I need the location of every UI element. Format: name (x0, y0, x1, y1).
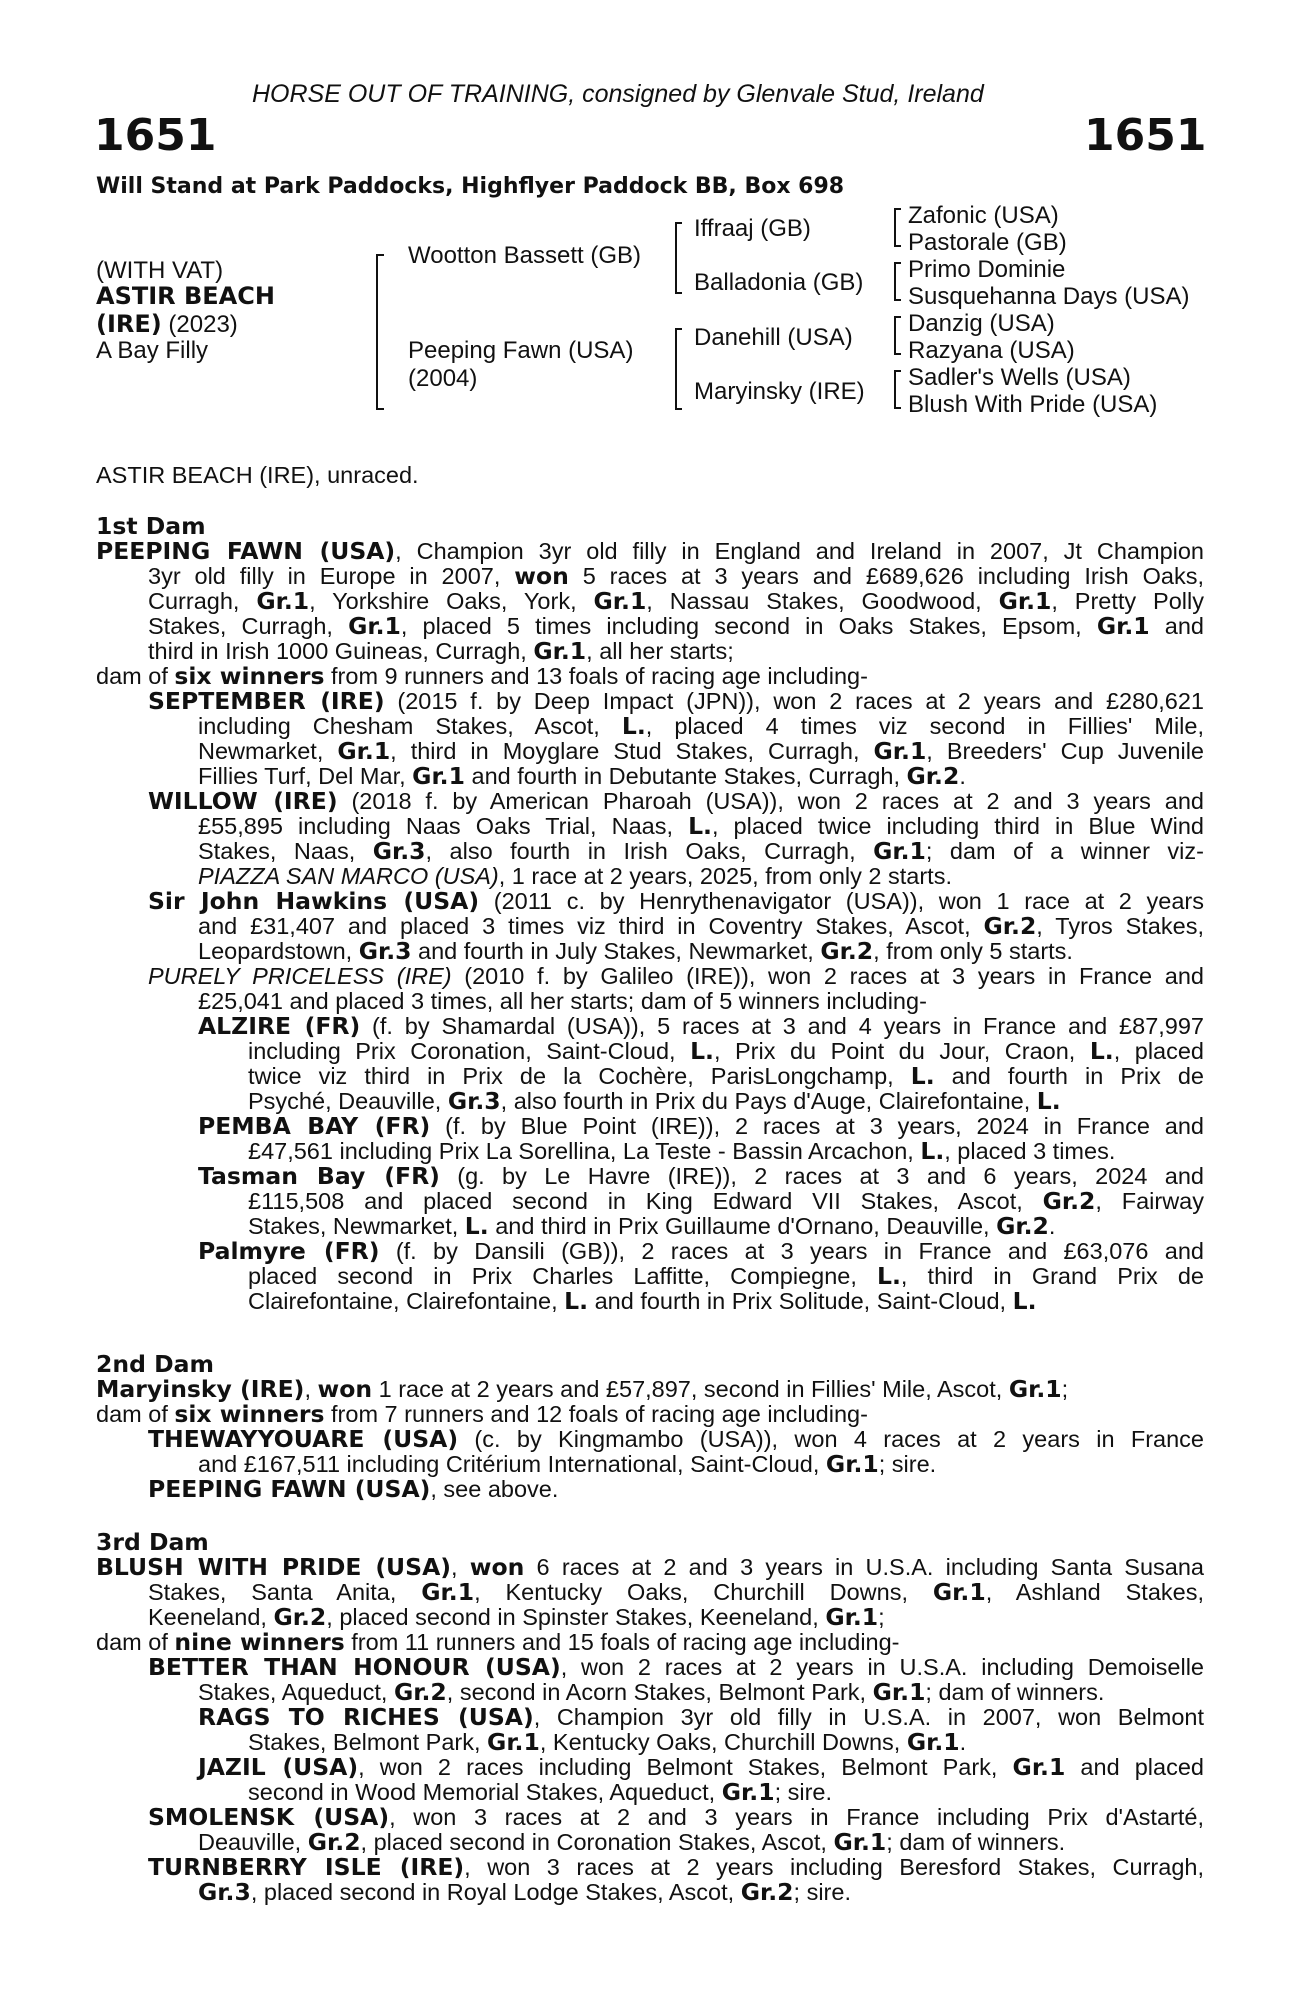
t: twice viz third in Prix de la Cochère, ParisLongchamp, (248, 1063, 911, 1089)
alzire-line3 (248, 1064, 1204, 1090)
vat-note: (WITH VAT) (96, 257, 224, 284)
t: , (451, 1554, 470, 1580)
t: and fourth in Prix de (934, 1063, 1204, 1089)
pemba-line2 (248, 1139, 1315, 1165)
pedigree-g1: Zafonic (USA) (908, 202, 1059, 229)
t: Gr.3 (198, 1878, 251, 1906)
lot-number-right: 1651 (1084, 110, 1207, 161)
dam3-heading: 3rd Dam (96, 1528, 209, 1556)
t: Gr.2 (906, 762, 960, 790)
t: L. (910, 1062, 935, 1090)
pedigree-sire-sire: Iffraaj (GB) (694, 215, 811, 242)
t: (g. by Le Havre (IRE)), 2 races at 3 and 6 years, 2024 and (439, 1163, 1204, 1189)
palmyre-line2 (248, 1264, 1204, 1290)
t: ; sire. (793, 1879, 851, 1905)
t: Gr.1 (533, 637, 587, 665)
t: L. (690, 1037, 714, 1065)
t: Gr.2 (820, 937, 874, 965)
t: Gr.1 (721, 1778, 775, 1806)
willow-line2 (198, 814, 1204, 840)
t: ; (1061, 1376, 1069, 1402)
lot-number-left: 1651 (94, 110, 217, 161)
t: Gr.2 (307, 1828, 361, 1856)
bth-line1 (148, 1655, 1204, 1681)
pedigree-brace-g1 (894, 208, 901, 247)
t: Gr.1 (872, 1678, 926, 1706)
t: £115,508 and placed second in King Edward VII Stakes, Ascot, (248, 1188, 1043, 1214)
t: , Prix du Point du Jour, Craon, (713, 1038, 1090, 1064)
thewayyouare-line2 (198, 1452, 1306, 1478)
t: Sir John Hawkins (USA) (148, 887, 480, 915)
t: L. (1012, 1287, 1037, 1315)
t: Gr.1 (337, 737, 391, 765)
t: , also fourth in Prix du Pays d'Auge, Clairefontaine, (500, 1088, 1037, 1114)
t: , Champion 3yr old filly in England and Ireland in 2007, Jt Champion (395, 538, 1204, 564)
dam1-heading: 1st Dam (96, 512, 206, 540)
t: won (317, 1375, 373, 1403)
t: (2011 c. by Henrythenavigator (USA)), won 1 race at 2 years (479, 888, 1204, 914)
t: Gr.1 (873, 837, 926, 865)
t: six winners (174, 662, 325, 690)
horse-name: ASTIR BEACH (96, 282, 275, 310)
t: , Champion 3yr old filly in U.S.A. in 2007, won Belmont (533, 1704, 1204, 1730)
t: Stakes, Curragh, (148, 613, 349, 639)
dam3-line1 (96, 1555, 1204, 1581)
t: (c. by Kingmambo (USA)), won 4 races at 2 years in France (458, 1426, 1205, 1452)
t: Gr.1 (487, 1728, 540, 1756)
t: Gr.3 (358, 937, 412, 965)
jazil-line2 (248, 1780, 1315, 1806)
t: 5 races at 3 years and £689,626 including Irish Oaks, (568, 563, 1204, 589)
sjh-line3 (198, 939, 1306, 965)
horse-country: (IRE) (96, 310, 162, 338)
t: , won 2 races including Belmont Stakes, Belmont Park, (358, 1754, 1013, 1780)
t: . (959, 763, 966, 789)
t: WILLOW (IRE) (148, 787, 338, 815)
t: , Yorkshire Oaks, York, (309, 588, 594, 614)
pedigree-dam: Peeping Fawn (USA) (408, 337, 634, 364)
palmyre-line1 (198, 1239, 1204, 1265)
t: BETTER THAN HONOUR (USA) (148, 1653, 561, 1681)
t: PIAZZA SAN MARCO (USA) (198, 863, 499, 889)
t: L. (564, 1287, 589, 1315)
rtr-line2 (248, 1730, 1315, 1756)
t: L. (877, 1262, 901, 1290)
t: , third in Grand Prix de (900, 1263, 1204, 1289)
dam1-line4 (148, 614, 1204, 640)
t: PURELY PRICELESS (IRE) (148, 963, 452, 989)
sjh-line2 (198, 914, 1204, 940)
t: BLUSH WITH PRIDE (USA) (96, 1553, 451, 1581)
t: L. (621, 712, 646, 740)
t: . (959, 1729, 967, 1755)
turnberry-line2 (198, 1880, 1306, 1906)
dam2-heading: 2nd Dam (96, 1350, 214, 1378)
t: THEWAYYOUARE (USA) (148, 1425, 459, 1453)
t: Gr.2 (393, 1678, 447, 1706)
pp-line1 (148, 964, 1204, 990)
t: (2015 f. by Deep Impact (JPN)), won 2 races at 2 years and £280,621 (384, 688, 1204, 714)
pedigree-sire: Wootton Bassett (GB) (408, 242, 641, 269)
alzire-line1 (198, 1014, 1204, 1040)
t: Stakes, Belmont Park, (248, 1729, 488, 1755)
pedigree-g5: Danzig (USA) (908, 310, 1055, 337)
smolensk-line1 (148, 1805, 1204, 1831)
t: Leopardstown, (198, 938, 359, 964)
t: placed second in Prix Charles Laffitte, Compiegne, (248, 1263, 877, 1289)
t: Deauville, (198, 1829, 308, 1855)
t: , see above. (430, 1476, 559, 1502)
t: and £167,511 including Critérium International, Saint-Cloud, (198, 1451, 826, 1477)
t: , placed twice including third in Blue Wind (711, 813, 1205, 839)
t: ; dam of winners. (925, 1679, 1105, 1705)
pedigree-brace-dam (675, 328, 682, 410)
t: , Kentucky Oaks, Churchill Downs, (474, 1579, 933, 1605)
t: L. (464, 1212, 489, 1240)
pedigree-brace-g4 (894, 370, 901, 409)
t: Gr.1 (833, 1828, 887, 1856)
t: , third in Moyglare Stud Stakes, Curragh, (390, 738, 874, 764)
dam1-name: PEEPING FAWN (USA) (96, 537, 396, 565)
t: , Pretty Polly (1051, 588, 1204, 614)
t: (f. by Shamardal (USA)), 5 races at 3 and 4 years in France and £87,997 (360, 1013, 1205, 1039)
t: Stakes, Naas, (198, 838, 373, 864)
consignment-line: HORSE OUT OF TRAINING, consigned by Glenvale Stud, Ireland (252, 80, 984, 108)
t: from 11 runners and 15 foals of racing age including- (344, 1629, 900, 1655)
t: , placed 5 times including second in Oaks Stakes, Epsom, (400, 613, 1097, 639)
t: nine winners (174, 1628, 345, 1656)
dam1-line2 (148, 564, 1204, 590)
alzire-line4 (248, 1089, 1315, 1115)
pedigree-g4: Susquehanna Days (USA) (908, 283, 1190, 310)
t: Stakes, Santa Anita, (148, 1579, 422, 1605)
t: , won 2 races at 2 years in U.S.A. including Demoiselle (560, 1654, 1204, 1680)
t: and placed (1065, 1754, 1204, 1780)
t: L. (688, 812, 712, 840)
t: , placed second in Spinster Stakes, Keeneland, (326, 1604, 826, 1630)
t: third in Irish 1000 Guineas, Curragh, (148, 638, 534, 664)
september-line2 (198, 714, 1204, 740)
t: , placed (1113, 1038, 1204, 1064)
dam1-line3 (148, 589, 1204, 615)
t: (f. by Blue Point (IRE)), 2 races at 3 years, 2024 in France and (430, 1113, 1204, 1139)
t: Gr.1 (873, 737, 927, 765)
t: , placed second in Royal Lodge Stakes, Ascot, (250, 1879, 741, 1905)
t: , Breeders' Cup Juvenile (926, 738, 1204, 764)
t: , placed 3 times. (944, 1138, 1116, 1164)
september-line4 (198, 764, 1306, 790)
pedigree-g3: Primo Dominie (908, 256, 1066, 283)
dam3-produce-summary (96, 1630, 1204, 1656)
t: , placed 4 times viz second in Fillies' Mile, (645, 713, 1204, 739)
tasman-line1 (198, 1164, 1204, 1190)
t: Stakes, Newmarket, (248, 1213, 465, 1239)
pedigree-g6: Razyana (USA) (908, 337, 1075, 364)
t: , from only 5 starts. (873, 938, 1073, 964)
t: Tasman Bay (FR) (198, 1162, 440, 1190)
dam2-line1 (96, 1377, 1204, 1403)
t: from 7 runners and 12 foals of racing age including- (324, 1401, 868, 1427)
t: Gr.2 (740, 1878, 794, 1906)
alzire-line2 (248, 1039, 1204, 1065)
t: Gr.1 (998, 587, 1052, 615)
t: . (1048, 1213, 1056, 1239)
t: , Kentucky Oaks, Churchill Downs, (539, 1729, 907, 1755)
t: Gr.3 (447, 1087, 501, 1115)
t: and fourth in July Stakes, Newmarket, (411, 938, 821, 964)
t: Stakes, Aqueduct, (198, 1679, 394, 1705)
t: and (1149, 613, 1204, 639)
t: L. (920, 1137, 945, 1165)
t: Gr.1 (1008, 1375, 1062, 1403)
t: ALZIRE (FR) (198, 1012, 361, 1040)
pedigree-g2: Pastorale (GB) (908, 229, 1067, 256)
pedigree-brace-g3 (894, 316, 901, 355)
t: Gr.1 (593, 587, 647, 615)
t: PEMBA BAY (FR) (198, 1112, 431, 1140)
t: won (514, 562, 569, 590)
t: Gr.2 (1042, 1187, 1096, 1215)
t: Gr.3 (372, 837, 426, 865)
pedigree-brace-g2 (894, 262, 901, 301)
t: 3yr old filly in Europe in 2007, (148, 563, 515, 589)
t: Fillies Turf, Del Mar, (198, 763, 413, 789)
pedigree-dam-dam: Maryinsky (IRE) (694, 378, 865, 405)
t: SMOLENSK (USA) (148, 1803, 390, 1831)
t: dam of (96, 663, 175, 689)
pp-line2 (198, 989, 1306, 1015)
t: Gr.1 (825, 1603, 879, 1631)
t: Palmyre (FR) (198, 1237, 380, 1265)
t: including Prix Coronation, Saint-Cloud, (248, 1038, 691, 1064)
jazil-line1 (198, 1755, 1204, 1781)
pedigree-g7: Sadler's Wells (USA) (908, 364, 1131, 391)
t: Gr.1 (256, 587, 310, 615)
dam3-line2 (148, 1580, 1204, 1606)
t: Gr.1 (932, 1578, 986, 1606)
t: £47,561 including Prix La Sorellina, La Teste - Bassin Arcachon, (248, 1138, 921, 1164)
t: Maryinsky (IRE) (96, 1375, 305, 1403)
t: L. (1089, 1037, 1114, 1065)
palmyre-line3 (248, 1289, 1315, 1315)
t: SEPTEMBER (IRE) (148, 687, 385, 715)
sjh-line1 (148, 889, 1204, 915)
t: and fourth in Prix Solitude, Saint-Cloud, (588, 1288, 1013, 1314)
t: , Ashland Stakes, (985, 1579, 1204, 1605)
t: (f. by Dansili (GB)), 2 races at 3 years in France and £63,076 and (379, 1238, 1204, 1264)
t: 6 races at 2 and 3 years in U.S.A. including Santa Susana (524, 1554, 1204, 1580)
t: Gr.1 (412, 762, 465, 790)
willow-line4 (198, 864, 1306, 890)
horse-name-year (96, 310, 238, 339)
tasman-line2 (248, 1189, 1204, 1215)
t: , Fairway (1095, 1188, 1204, 1214)
t: , Nassau Stakes, Goodwood, (646, 588, 999, 614)
t: Gr.1 (906, 1728, 960, 1756)
t: Gr.1 (421, 1578, 475, 1606)
dam1-line1 (96, 539, 1204, 565)
t: Gr.2 (996, 1212, 1049, 1240)
turnberry-line1 (148, 1855, 1204, 1881)
t: , Tyros Stakes, (1036, 913, 1204, 939)
t: ; (878, 1604, 885, 1630)
horse-foaled: (2023) (161, 311, 238, 338)
horse-description: A Bay Filly (96, 337, 209, 364)
t: ; dam of a winner viz- (925, 838, 1204, 864)
t: and third in Prix Guillaume d'Ornano, Deauville, (488, 1213, 997, 1239)
race-status: ASTIR BEACH (IRE), unraced. (96, 462, 419, 488)
t: Clairefontaine, Clairefontaine, (248, 1288, 565, 1314)
t: Gr.1 (825, 1450, 879, 1478)
willow-line1 (148, 789, 1204, 815)
t: from 9 runners and 13 foals of racing age including- (324, 663, 868, 689)
t: and fourth in Debutante Stakes, Curragh, (464, 763, 907, 789)
t: Psyché, Deauville, (248, 1088, 448, 1114)
pedigree-brace-main (376, 254, 384, 410)
t: Gr.1 (1096, 612, 1150, 640)
t: ; dam of winners. (886, 1829, 1066, 1855)
t: £25,041 and placed 3 times, all her starts; dam of 5 winners including- (198, 988, 927, 1014)
t: Gr.1 (1012, 1753, 1066, 1781)
t: L. (1036, 1087, 1061, 1115)
t: , 1 race at 2 years, 2025, from only 2 starts. (498, 863, 952, 889)
willow-line3 (198, 839, 1204, 865)
t: £55,895 including Naas Oaks Trial, Naas, (198, 813, 689, 839)
t: second in Wood Memorial Stakes, Aqueduct, (248, 1779, 722, 1805)
pemba-line1 (198, 1114, 1204, 1140)
t: Newmarket, (198, 738, 338, 764)
t: ; sire. (774, 1779, 833, 1805)
pedigree-dam-year: (2004) (408, 365, 478, 392)
t: Gr.2 (273, 1603, 327, 1631)
t: dam of (96, 1629, 175, 1655)
t: and £31,407 and placed 3 times viz third in Coventry Stakes, Ascot, (198, 913, 984, 939)
t: , all her starts; (586, 638, 734, 664)
t: Keeneland, (148, 1604, 274, 1630)
t: dam of (96, 1401, 175, 1427)
t: , placed second in Coronation Stakes, Ascot, (360, 1829, 834, 1855)
t: TURNBERRY ISLE (IRE) (148, 1853, 465, 1881)
pedigree-brace-sire (675, 222, 682, 294)
t: , second in Acorn Stakes, Belmont Park, (446, 1679, 873, 1705)
t: Curragh, (148, 588, 257, 614)
september-line3 (198, 739, 1204, 765)
t: , also fourth in Irish Oaks, Curragh, (425, 838, 874, 864)
pedigree-g8: Blush With Pride (USA) (908, 391, 1158, 418)
t: Gr.2 (983, 912, 1037, 940)
pedigree-sire-dam: Balladonia (GB) (694, 269, 864, 296)
thewayyouare-line1 (148, 1427, 1204, 1453)
t: , (304, 1376, 318, 1402)
september-line1 (148, 689, 1204, 715)
t: 1 race at 2 years and £57,897, second in Fillies' Mile, Ascot, (372, 1376, 1009, 1402)
t: , won 3 races at 2 years including Beresford Stakes, Curragh, (464, 1854, 1204, 1880)
t: PEEPING FAWN (USA) (148, 1475, 431, 1503)
dam1-produce-summary (96, 664, 1204, 690)
peeping-fawn-ref (148, 1477, 1256, 1503)
t: Gr.1 (348, 612, 401, 640)
t: (2018 f. by American Pharoah (USA)), won 2 races at 2 and 3 years and (337, 788, 1204, 814)
t: won (469, 1553, 525, 1581)
dam2-produce-summary (96, 1402, 1204, 1428)
t: including Chesham Stakes, Ascot, (198, 713, 622, 739)
t: RAGS TO RICHES (USA) (198, 1703, 534, 1731)
rtr-line1 (198, 1705, 1204, 1731)
t: (2010 f. by Galileo (IRE)), won 2 races at 3 years in France and (451, 963, 1204, 989)
t: , won 3 races at 2 and 3 years in France including Prix d'Astarté, (389, 1804, 1204, 1830)
dam3-line3 (148, 1605, 1256, 1631)
t: ; sire. (878, 1451, 937, 1477)
t: six winners (174, 1400, 325, 1428)
tasman-line3 (248, 1214, 1315, 1240)
bth-line2 (198, 1680, 1306, 1706)
smolensk-line2 (198, 1830, 1306, 1856)
t: JAZIL (USA) (198, 1753, 359, 1781)
stand-location: Will Stand at Park Paddocks, Highflyer Paddock BB, Box 698 (96, 174, 845, 199)
pedigree-dam-sire: Danehill (USA) (694, 324, 853, 351)
dam1-line5 (148, 639, 1256, 665)
